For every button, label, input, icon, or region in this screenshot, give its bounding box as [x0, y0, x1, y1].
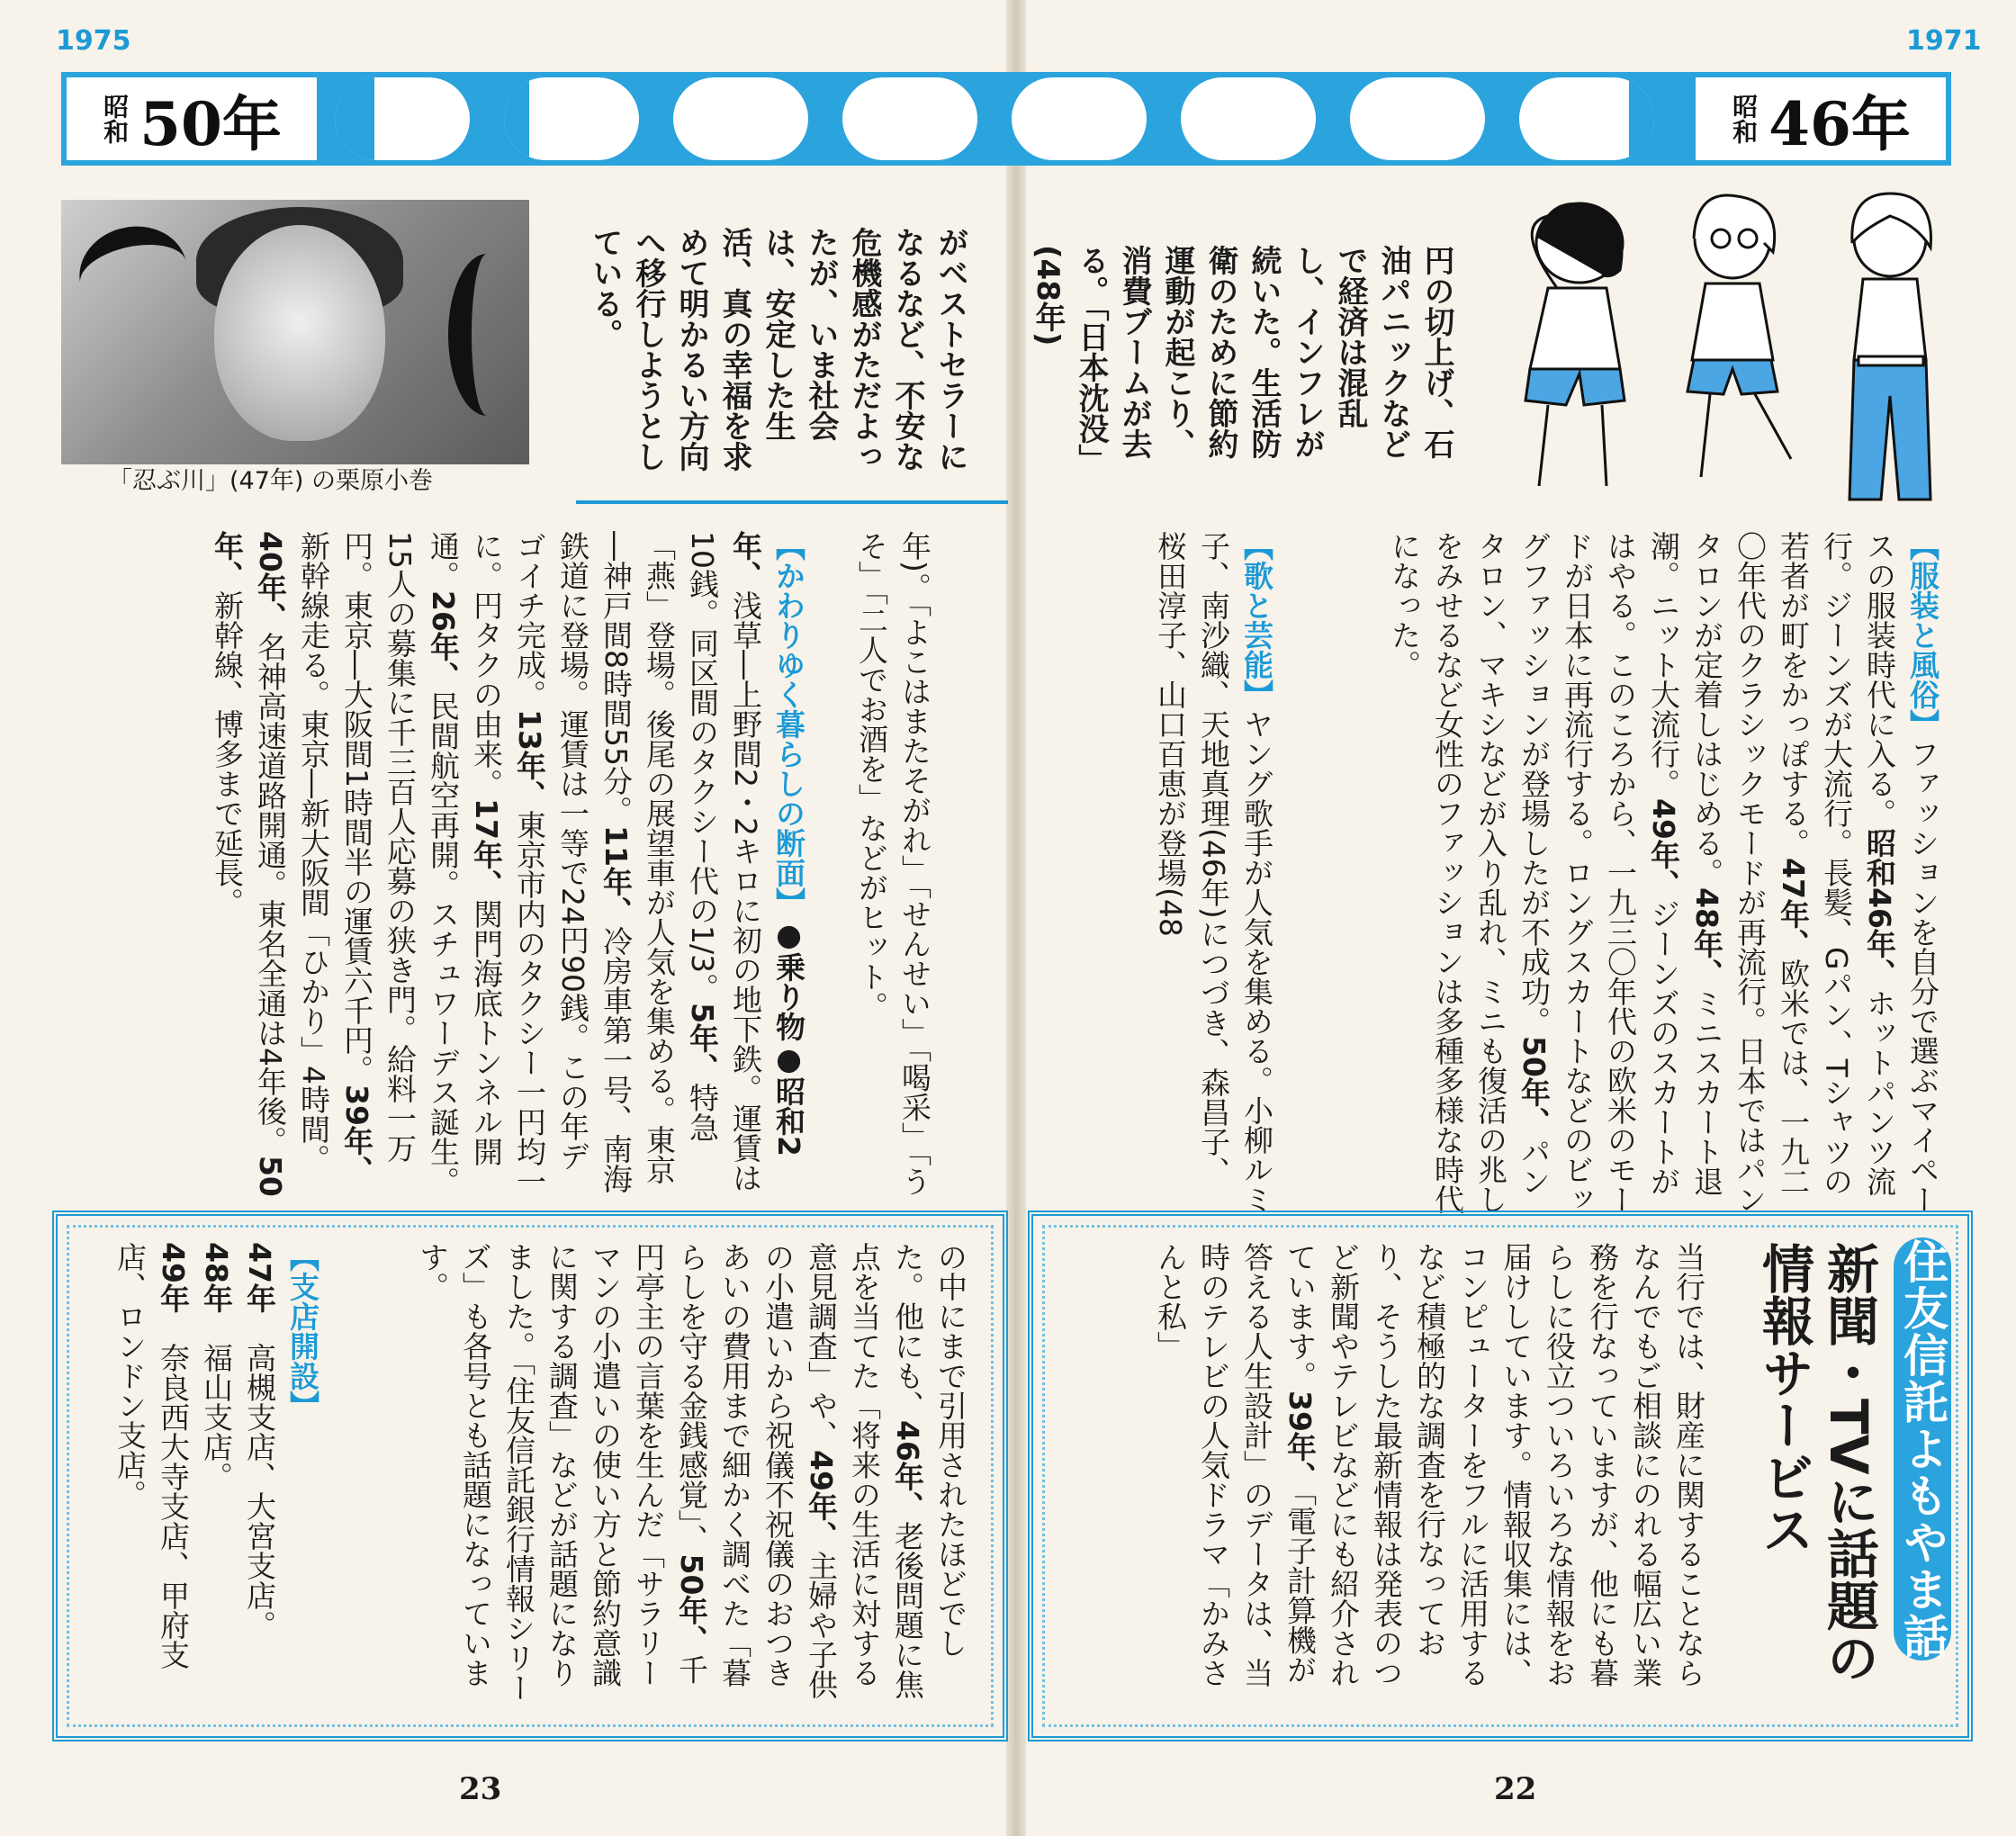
box-text: 主婦や子供の小遣いから祝儀不祝儀のおつきあいの費用まで細かく調べた「暮らしを守る金銭感覚」、 — [674, 1242, 839, 1699]
calligraphy-stroke — [71, 217, 196, 329]
transport-text: 冷房車第一号、南海鉄道に登場。運賃は一等で24円90銭。この年デゴイチ完成。 — [512, 531, 634, 1193]
calligraphy-stroke — [448, 254, 526, 416]
branch-openings — [81, 1242, 324, 1710]
year-label: 48年、 — [1689, 887, 1724, 988]
right-era-label — [1690, 72, 1951, 166]
year-label: 49年、 — [1646, 798, 1681, 899]
band-oval — [1519, 77, 1654, 160]
year-label: 39年、 — [339, 1084, 374, 1185]
transport-sub: ●乗り物● — [771, 917, 806, 1076]
band-oval — [842, 77, 977, 160]
era-big-text: 46年 — [1768, 88, 1911, 159]
entertainment-heading: 【歌と芸能】 — [1239, 531, 1274, 709]
branch-text: 福山支店。 — [199, 1342, 234, 1491]
entertainment-text: ヤング歌手が人気を集める。小柳ルミ子、南沙織、天地真理(46年)につづき、森昌子、桜田淳子、山口百恵が登場(48 — [1153, 531, 1274, 1214]
box-text-left — [342, 1242, 972, 1710]
fashion-text-50: パンタロン、マキシなどが入り乱れ、ミニも復活の兆しをみせるなど女性のファッションは多種多様な時代になった。 — [1387, 531, 1552, 1214]
branch-text: 高槻支店、大宮支店。 — [242, 1342, 277, 1640]
year-label: 50年、 — [1516, 1036, 1552, 1137]
year-label: 46年、 — [890, 1420, 925, 1521]
headline-line-2: 情報サービス — [1753, 1242, 1814, 1555]
band-oval — [504, 77, 639, 160]
fashion-text-46: ホットパンツ流行。ジーンズが大流行。長髪、Gパン、Tシャツの若者が町をかっぽする。 — [1776, 531, 1897, 1196]
transport-text: 民間航空再開。スチュワーデス誕生。15人の募集に千三百人応募の狭き門。給料一万円。東京―大阪間1時間半の運賃六千円。 — [339, 531, 461, 1196]
transport-text: 特急「燕」登場。後尾の展望車が人気を集める。東京―神戸間8時間55分。 — [598, 531, 720, 1184]
page-number-right: 22 — [1494, 1771, 1537, 1807]
photo-caption: 「忍ぶ川」(47年) の栗原小巻 — [108, 467, 434, 495]
year-label: 昭和2年、 — [728, 531, 806, 1156]
year-label: 13年、 — [512, 709, 547, 810]
box-text: 老後問題に焦点を当てた「将来の生活に対する意見調査」や、 — [804, 1242, 925, 1699]
transport-text: 名神高速道路開通。東名全通は4年後。 — [253, 631, 288, 1156]
band-oval — [335, 77, 470, 160]
year-label: 47年 — [242, 1242, 277, 1313]
box-text: 「電子計算機が答える人生設計」のデータは、当時のテレビの人気ドラマ「かみさんと私」 — [1153, 1242, 1318, 1688]
box-text-right — [1080, 1242, 1710, 1710]
transport-text: 東京市内のタクシー一円均一に。円タクの由来。 — [469, 531, 547, 1196]
lead-text-left: がベストセラーになるなど、不安な危機感がただよったが、いま社会は、安定した生活、真の幸福を求めて明かるい方向へ移行しようとしている。 — [587, 227, 968, 472]
branch-text: 奈良西大寺支店、甲府支店、ロンドン支店。 — [112, 1242, 191, 1670]
left-era-label — [61, 72, 322, 166]
fashion-text-47: 欧米では、一九二〇年代のクラシックモードが再流行。日本ではパンタロンが定着しはじめる。 — [1689, 531, 1811, 1214]
box-text: の中にまで引用されたほどでした。他にも、 — [890, 1242, 968, 1658]
series-badge: 住友信託よもやま話 — [1894, 1238, 1951, 1660]
year-label: 5年、 — [685, 1003, 720, 1084]
year-label: 48年 — [199, 1242, 234, 1313]
entertainment-continued: 年)。「よこはまたそがれ」「せんせい」「喝采」「うそ」「二人でお酒を」などがヒット。 — [854, 531, 932, 1196]
page-number-left: 23 — [459, 1771, 502, 1807]
lead-underline — [576, 500, 1008, 504]
right-year: 1971 — [1906, 25, 1982, 57]
box-para: 当行では、財産に関することならなんでもご相談にのれる幅広い業務を行なっていますが、他にも暮らしに役立ついろいろな情報をお届けしています。情報収集には、コンピューターをフルに活用するなど積極的な調査を行なっており、そうした最新情報は発表のつど新聞やテレビなどにも紹介されています。 — [1282, 1242, 1706, 1688]
fashion-section — [1287, 531, 1944, 1215]
transport-heading: 【かわりゆく暮らしの断面】 — [771, 531, 806, 917]
fashion-text-48: ミニスカート退潮。ニット大流行。 — [1646, 531, 1724, 1196]
fashion-girls-illustration — [1494, 189, 1962, 504]
year-label: 39年、 — [1282, 1390, 1318, 1491]
fashion-intro: ファッションを自分で選ぶマイペースの服装時代に入る。 — [1862, 531, 1940, 1214]
era-big-text: 50年 — [140, 88, 282, 159]
entertainment-section — [1062, 531, 1278, 1215]
transport-text: 浅草―上野間2・2キロに初の地下鉄。運賃は10銭。同区間のタクシー代の1/3。 — [685, 531, 763, 1192]
fashion-text-49: ジーンズのスカートがはやる。このころから、一九三〇年代の欧米のモードが日本に再流行する。ロングスカートなどのビッグファッションが登場したが不成功。 — [1516, 531, 1681, 1214]
box-headline — [1737, 1242, 1881, 1710]
lead-text-right: 円の切上げ、石油パニックなどで経済は混乱し、インフレが続いた。生活防衛のために節約運動が起こり、消費ブームが去る。「日本沈没」(48年) — [1030, 245, 1454, 474]
book-gutter — [1006, 0, 1026, 1836]
year-label: 49年、 — [804, 1450, 839, 1551]
year-label: 40年、 — [253, 531, 288, 632]
band-oval — [1350, 77, 1485, 160]
year-label: 50年、 — [674, 1553, 709, 1655]
fashion-heading: 【服装と風俗】 — [1905, 531, 1940, 739]
era-small-text: 昭和 — [100, 94, 130, 144]
band-oval — [1181, 77, 1316, 160]
transport-section — [72, 531, 810, 1197]
year-label: 26年、 — [426, 590, 461, 691]
year-label: 49年 — [156, 1242, 191, 1313]
photo-face — [214, 225, 385, 441]
year-label: 11年、 — [598, 825, 634, 926]
year-label: 47年、 — [1776, 858, 1811, 958]
transport-text: 新幹線、博多まで延長。 — [210, 590, 245, 917]
transport-text: 関門海底トンネル開通。 — [426, 531, 504, 1166]
year-label: 昭和46年、 — [1862, 828, 1897, 988]
left-year: 1975 — [56, 25, 131, 57]
band-oval — [673, 77, 808, 160]
band-oval — [1012, 77, 1147, 160]
era-small-text: 昭和 — [1729, 94, 1760, 144]
actress-photo — [61, 200, 529, 464]
headline-line-1: 新聞・TVに話題の — [1818, 1242, 1879, 1684]
year-label: 17年、 — [469, 798, 504, 899]
branch-heading: 【支店開設】 — [285, 1242, 320, 1420]
box-text: 千円亭主の言葉を生んだ「サラリーマンの小遣いの使い方と節約意識に関する調査」などが話題になりました。「住友信託銀行情報シリーズ」も各号とも話題になっています。 — [415, 1242, 709, 1703]
transport-text: 新幹線走る。東京―新大阪間「ひかり」4時間。 — [296, 531, 331, 1174]
year-label: 50年、 — [210, 531, 288, 1197]
